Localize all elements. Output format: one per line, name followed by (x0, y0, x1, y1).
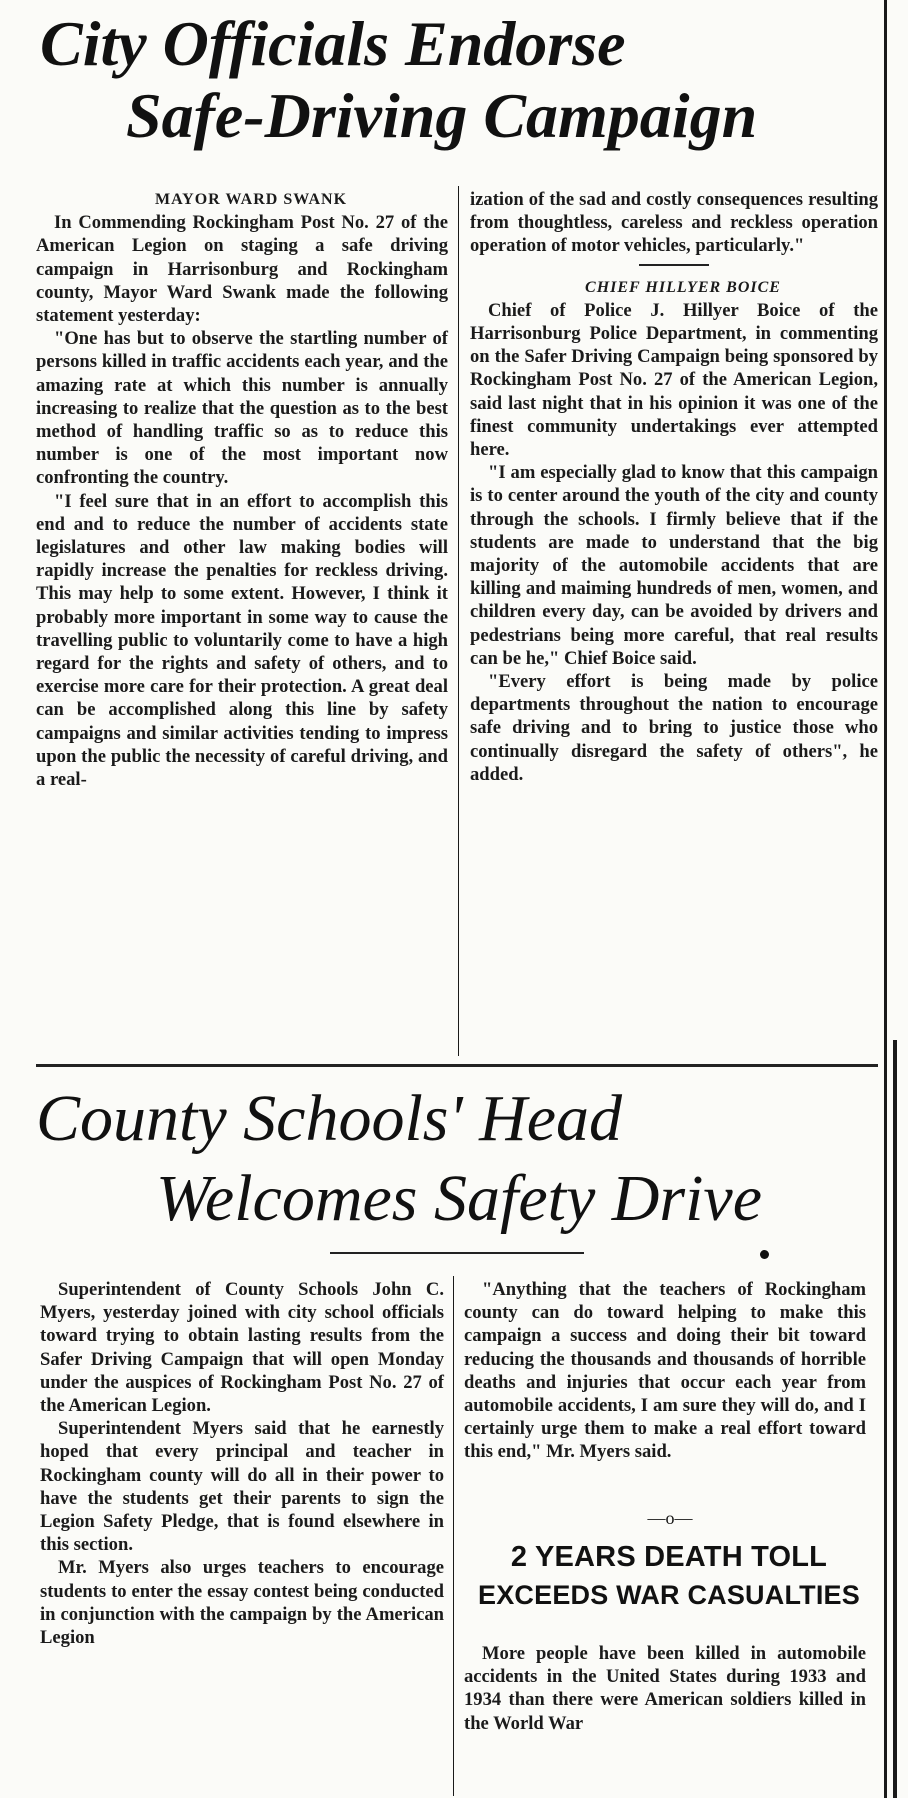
article-1-right-column (470, 188, 878, 1050)
headline-1-line-1: City Officials Endorse (40, 8, 626, 79)
article-1-paragraph: In Commending Rockingham Post No. 27 of the American Legion on staging a safe driving campaign in Harrisonburg and Rockingham county, Mayor Ward Swank made the following statement yesterday: (36, 212, 448, 327)
article-3-paragraph: More people have been killed in automobile accidents in the United States during 1933 and 1934 than there were American soldiers killed in the World War (464, 1643, 866, 1734)
headline-1-line-2: Safe-Driving Campaign (126, 80, 758, 151)
article-2-left-column (40, 1278, 444, 1793)
article-1-paragraph: "I feel sure that in an effort to accomplish this end and to reduce the number of accidents state legislatures and other law making bodies will rapidly increase the penalties for reckless driving. This may help to some extent. However, I think it probably more important in some way to cause the travelling public to voluntarily come to have a high regard for the rights and safety of others, and to exercise more care for their protection. A great deal can be accomplished along this line by safety campaigns and similar activities tending to impress upon the public the necessity of careful driving, and a real- (36, 490, 448, 791)
article-2-right-column (464, 1278, 866, 1508)
byline-chief: CHIEF HILLYER BOICE (585, 278, 781, 296)
page-edge-rule (884, 0, 887, 1798)
article-2-paragraph: Superintendent of County Schools John C. Myers, yesterday joined with city school officials toward trying to obtain lasting results from the Safer Driving Campaign that will open Monday under the auspices of Rockingham Post No. 27 of the American Legion. (40, 1279, 444, 1417)
section-separator: —o— (647, 1508, 693, 1528)
article-1-left-column (36, 188, 448, 1050)
column-divider (453, 1276, 454, 1796)
short-divider (639, 264, 709, 266)
headline-2-underline (330, 1252, 584, 1254)
byline-mayor: MAYOR WARD SWANK (154, 191, 348, 208)
article-3-headline-line-2: EXCEEDS WAR CASUALTIES (478, 1580, 860, 1610)
article-2-paragraph: Superintendent Myers said that he earnestly hoped that every principal and teacher in Rockingham county will do all in their power to have the students get their parents to sign the Legion Safety Pledge, that is found elsewhere in this section. (40, 1418, 444, 1556)
article-2-paragraph: "Anything that the teachers of Rockingham county can do toward helping to make this campaign a success and doing their bit toward reducing the thousands and thousands of horrible deaths and injuries that occur each year from automobile accidents, I am sure they will do, and I certainly urge them to make a real effort toward this end," Mr. Myers said. (464, 1279, 866, 1463)
article-3-headline (460, 1538, 878, 1614)
headline-2-line-2: Welcomes Safety Drive (156, 1162, 763, 1235)
article-1-paragraph: Chief of Police J. Hillyer Boice of the Harrisonburg Police Department, in commenting on the Safer Driving Campaign being sponsored by Rockingham Post No. 27 of the American Legion, said last night that in his opinion it was one of the finest community undertakings ever attempted here. (470, 299, 878, 461)
article-3-headline-line-1: 2 YEARS DEATH TOLL (510, 1541, 828, 1573)
article-1-paragraph: "One has but to observe the startling number of persons killed in traffic accidents each year, and the amazing rate at which this number is annually increasing to realize that the question as to the best method of handling traffic so as to reduce this number is one of the most important now confronting the country. (36, 328, 448, 489)
headline-2-line-1: County Schools' Head (36, 1082, 623, 1155)
article-3-column (464, 1642, 866, 1792)
article-separator-rule (36, 1064, 878, 1067)
article-1-paragraph: "Every effort is being made by police departments throughout the nation to encourage safe driving and to bring to justice those who continually disregard the safety of others", he added. (470, 671, 878, 785)
page-edge-rule-outer (893, 1040, 897, 1798)
article-2-paragraph: Mr. Myers also urges teachers to encourage students to enter the essay contest being conducted in conjunction with the campaign by the American Legion (40, 1557, 444, 1649)
article-1-continuation: ization of the sad and costly consequences resulting from thoughtless, careless and reckless operation operation of motor vehicles, particularly." (470, 189, 878, 257)
column-divider (458, 186, 459, 1056)
article-1-paragraph: "I am especially glad to know that this campaign is to center around the youth of the city and county through the schools. I firmly believe that if the students are made to understand that the big majority of the automobile accidents that are killing and maiming hundreds of men, women, and children every day, can be avoided by drivers and pedestrians being more careful, that real results can be he," Chief Boice said. (470, 462, 878, 669)
decorative-dot (760, 1250, 769, 1259)
